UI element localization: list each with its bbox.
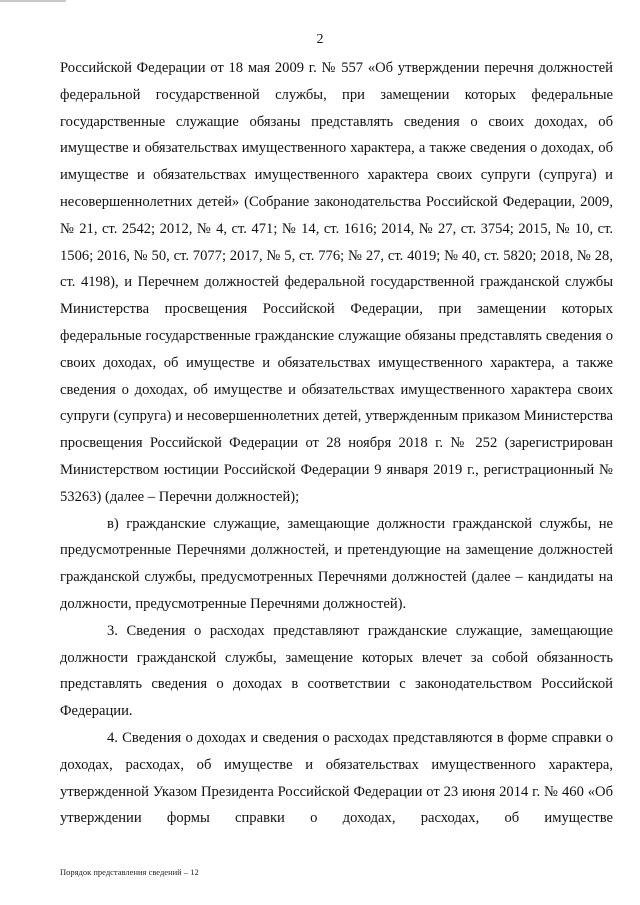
page-number: 2	[316, 32, 324, 47]
footer-note: Порядок представления сведений – 12	[60, 867, 199, 877]
scan-edge-mark	[0, 0, 66, 2]
document-body	[60, 55, 613, 832]
paragraph-3: 3. Сведения о расходах представляют гражданские служащие, замещающие должности гражданской службы, замещение которых влечет за собой обязанность представлять сведения о доходах в соответствии с законодательством Российской Федерации.	[60, 622, 613, 720]
paragraph-item-v: в) гражданские служащие, замещающие должности гражданской службы, не предусмотренные Перечнями должностей, и претендующие на замещение должностей гражданской службы, предусмотренных Перечнями должностей (далее – кандидаты на должности, предусмотренные Перечнями должностей).	[60, 515, 613, 612]
paragraph-4: 4. Сведения о доходах и сведения о расходах представляются в форме справки о доходах, расходах, об имуществе и обязательствах имущественного характера, утвержденной Указом Президента Российской Федерации от 23 июня 2014 г. № 460 «Об утверждении формы справки о доходах, расходах, об имуществе	[60, 729, 613, 827]
paragraph-continuation: Российской Федерации от 18 мая 2009 г. № 557 «Об утверждении перечня должностей федеральной государственной службы, при замещении которых федеральные государственные служащие обязаны представлять сведения о своих доходах, об имуществе и обязательствах имущественного характера, а также сведения о доходах, об имуществе и обязательствах имущественного характера своих супруги (супруга) и несовершеннолетних детей» (Собрание законодательства Российской Федерации, 2009, № 21, ст. 2542; 2012, № 4, ст. 471; № 14, ст. 1616; 2014, № 27, ст. 3754; 2015, № 10, ст. 1506; 2016, № 50, ст. 7077; 2017, № 5, ст. 776; № 27, ст. 4019; № 40, ст. 5820; 2018, № 28, ст. 4198), и Перечнем должностей федеральной государственной гражданской службы Министерства просвещения Российской Федерации, при замещении которых федеральные государственные гражданские служащие обязаны представлять сведения о своих доходах, об имуществе и обязательствах имущественного характера, а также сведения о доходах, об имуществе и обязательствах имущественного характера своих супруги (супруга) и несовершеннолетних детей, утвержденным приказом Министерства просвещения Российской Федерации от 28 ноября 2018 г. № 252 (зарегистрирован Министерством юстиции Российской Федерации 9 января 2019 г., регистрационный № 53263) (далее – Перечни должностей);	[60, 60, 613, 505]
